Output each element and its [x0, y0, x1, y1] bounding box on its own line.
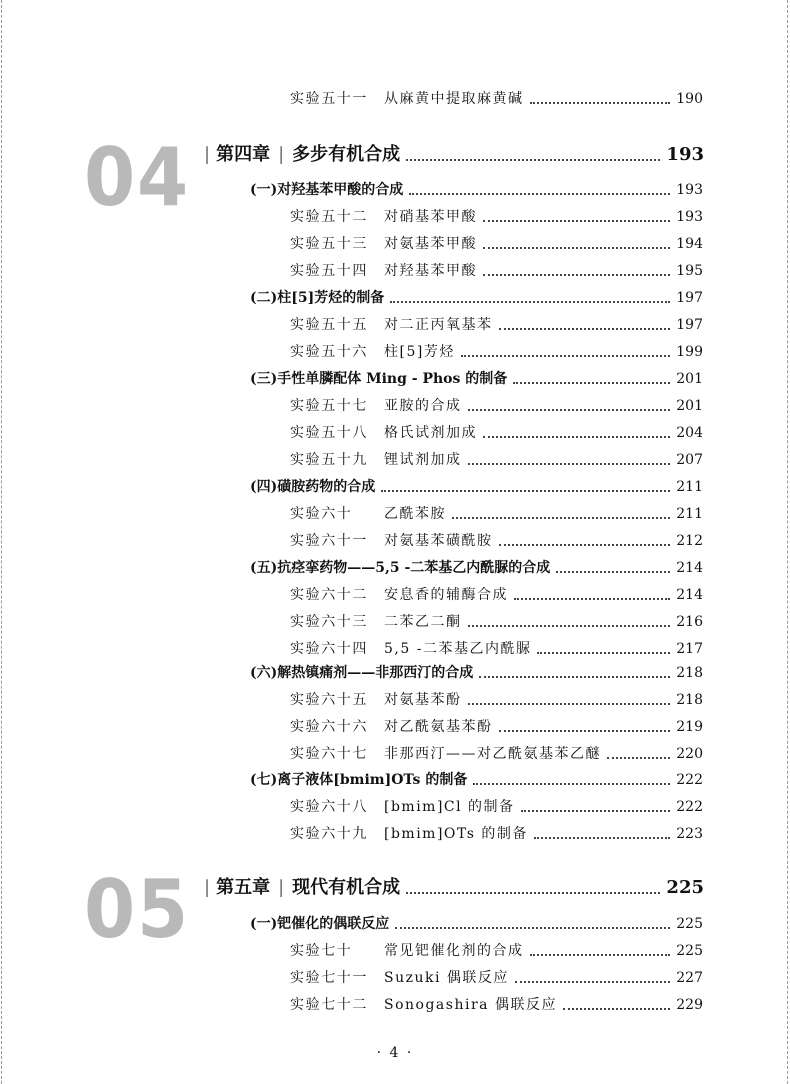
page-ref: 218	[676, 692, 703, 708]
page-ref: 219	[676, 719, 703, 735]
experiment-number: 实验五十七	[290, 398, 368, 414]
dot-leader	[556, 571, 670, 573]
experiment-number: 实验五十四	[290, 263, 368, 279]
experiment-number: 实验六十五	[290, 692, 368, 708]
page-border-right	[787, 0, 788, 1084]
section-title: (三)手性单膦配体 Ming - Phos 的制备	[250, 371, 508, 387]
experiment-number: 实验五十八	[290, 425, 368, 441]
section-title: (五)抗痉挛药物——5,5 -二苯基乙内酰脲的合成	[250, 560, 551, 576]
dot-leader	[483, 274, 670, 276]
experiment-number: 实验七十二	[290, 997, 368, 1013]
toc-experiment-entry[interactable]	[290, 994, 703, 1016]
experiment-number: 实验五十六	[290, 344, 368, 360]
toc-experiment-entry[interactable]	[290, 449, 703, 471]
toc-experiment-entry[interactable]	[290, 638, 703, 660]
toc-experiment-entry[interactable]	[290, 689, 703, 711]
toc-section-entry[interactable]	[250, 179, 703, 201]
dot-leader	[515, 981, 670, 983]
page-ref: 201	[676, 398, 703, 414]
experiment-title: 格氏试剂加成	[384, 425, 477, 441]
page-ref: 218	[676, 665, 703, 681]
experiment-title: 对氨基苯酚	[384, 692, 462, 708]
experiment-number: 实验六十四	[290, 641, 368, 657]
toc-experiment-entry[interactable]	[290, 422, 703, 444]
section-title: (四)磺胺药物的合成	[250, 479, 376, 495]
dot-leader	[409, 193, 670, 195]
page-ref: 207	[676, 452, 703, 468]
page-ref: 212	[676, 533, 703, 549]
dot-leader	[479, 676, 670, 678]
experiment-title: 锂试剂加成	[384, 452, 462, 468]
experiment-number: 实验六十八	[290, 799, 368, 815]
experiment-number: 实验六十二	[290, 587, 368, 603]
toc-experiment-entry[interactable]	[290, 530, 703, 552]
page-ref: 225	[676, 916, 703, 932]
experiment-title: 亚胺的合成	[384, 398, 462, 414]
dot-leader	[395, 927, 670, 929]
dot-leader	[406, 892, 660, 894]
toc-experiment-entry[interactable]	[290, 743, 703, 765]
page-ref: 216	[676, 614, 703, 630]
dot-leader	[381, 490, 670, 492]
page-ref: 223	[676, 826, 703, 842]
dot-leader	[483, 247, 670, 249]
chapter-big-number: 05	[84, 863, 191, 956]
page-ref: 201	[676, 371, 703, 387]
dot-leader	[563, 1008, 670, 1010]
toc-experiment-entry[interactable]	[290, 716, 703, 738]
dot-leader	[499, 328, 671, 330]
toc-experiment-entry[interactable]	[290, 88, 703, 110]
toc-section-entry[interactable]	[250, 476, 703, 498]
page-ref: 197	[676, 290, 703, 306]
chapter-label: 第四章	[216, 144, 271, 165]
experiment-title: 对硝基苯甲酸	[384, 209, 477, 225]
experiment-title: 常见钯催化剂的合成	[384, 943, 524, 959]
experiment-number: 实验五十九	[290, 452, 368, 468]
toc-experiment-entry[interactable]	[290, 206, 703, 228]
dot-leader	[452, 517, 670, 519]
page-ref: 225	[666, 877, 704, 898]
toc-section-entry[interactable]	[250, 287, 703, 309]
toc-chapter-entry[interactable]	[204, 874, 704, 902]
page-ref: 195	[676, 263, 703, 279]
experiment-title: 对乙酰氨基苯酚	[384, 719, 493, 735]
toc-experiment-entry[interactable]	[290, 967, 703, 989]
experiment-title: [bmim]Cl 的制备	[384, 799, 515, 815]
page-ref: 197	[676, 317, 703, 333]
experiment-number: 实验六十六	[290, 719, 368, 735]
toc-section-entry[interactable]	[250, 913, 703, 935]
dot-leader	[521, 810, 671, 812]
page-ref: 214	[676, 587, 703, 603]
experiment-number: 实验五十一	[290, 91, 368, 107]
section-title: (七)离子液体[bmim]OTs 的制备	[250, 772, 468, 788]
toc-experiment-entry[interactable]	[290, 584, 703, 606]
page-ref: 211	[676, 479, 703, 495]
toc-section-entry[interactable]	[250, 368, 703, 390]
experiment-title: 非那西汀——对乙酰氨基苯乙醚	[384, 746, 601, 762]
experiment-number: 实验六十七	[290, 746, 368, 762]
section-title: (二)柱[5]芳烃的制备	[250, 290, 385, 306]
page-ref: 227	[676, 970, 703, 986]
dot-leader	[468, 625, 671, 627]
divider-bar: |	[204, 877, 211, 898]
dot-leader	[530, 954, 671, 956]
page-ref: 193	[676, 209, 703, 225]
divider-bar: |	[278, 877, 285, 898]
toc-experiment-entry[interactable]	[290, 260, 703, 282]
section-title: (一)对羟基苯甲酸的合成	[250, 182, 404, 198]
section-title: (一)钯催化的偶联反应	[250, 916, 390, 932]
section-title: (六)解热镇痛剂——非那西汀的合成	[250, 665, 474, 681]
experiment-title: 对氨基苯甲酸	[384, 236, 477, 252]
dot-leader	[473, 783, 670, 785]
page-ref: 222	[676, 772, 703, 788]
toc-section-entry[interactable]	[250, 769, 703, 791]
chapter-title: 现代有机合成	[292, 877, 401, 898]
dot-leader	[461, 355, 670, 357]
experiment-title: 5,5 -二苯基乙内酰脲	[384, 641, 532, 657]
page-ref: 199	[676, 344, 703, 360]
toc-section-entry[interactable]	[250, 557, 703, 579]
dot-leader	[468, 409, 671, 411]
page-ref: 229	[676, 997, 703, 1013]
dot-leader	[513, 382, 670, 384]
page-border-left	[1, 0, 2, 1084]
page-ref: 211	[676, 506, 703, 522]
toc-experiment-entry[interactable]	[290, 823, 703, 845]
experiment-title: Sonogashira 偶联反应	[384, 997, 557, 1013]
page-ref: 222	[676, 799, 703, 815]
toc-experiment-entry[interactable]	[290, 796, 703, 818]
page-ref: 214	[676, 560, 703, 576]
dot-leader	[537, 652, 670, 654]
experiment-number: 实验七十一	[290, 970, 368, 986]
dot-leader	[607, 757, 670, 759]
page-ref: 225	[676, 943, 703, 959]
toc-chapter-entry[interactable]	[204, 141, 704, 169]
experiment-title: 对羟基苯甲酸	[384, 263, 477, 279]
toc-experiment-entry[interactable]	[290, 341, 703, 363]
experiment-title: 安息香的辅酶合成	[384, 587, 508, 603]
toc-experiment-entry[interactable]	[290, 395, 703, 417]
page-ref: 190	[676, 91, 703, 107]
dot-leader	[499, 544, 671, 546]
divider-bar: |	[278, 144, 285, 165]
toc-experiment-entry[interactable]	[290, 503, 703, 525]
dot-leader	[530, 102, 671, 104]
page-ref: 217	[676, 641, 703, 657]
dot-leader	[468, 703, 671, 705]
dot-leader	[483, 220, 670, 222]
chapter-title: 多步有机合成	[292, 144, 401, 165]
dot-leader	[534, 837, 670, 839]
experiment-title: 乙酰苯胺	[384, 506, 446, 522]
experiment-title: 二苯乙二酮	[384, 614, 462, 630]
dot-leader	[468, 463, 671, 465]
page-ref: 220	[676, 746, 703, 762]
page-number: · 4 ·	[376, 1045, 414, 1061]
chapter-big-number: 04	[84, 131, 191, 224]
experiment-number: 实验五十五	[290, 317, 368, 333]
page-ref: 193	[666, 144, 704, 165]
experiment-number: 实验六十九	[290, 826, 368, 842]
experiment-number: 实验五十三	[290, 236, 368, 252]
experiment-title: 柱[5]芳烃	[384, 344, 455, 360]
experiment-title: Suzuki 偶联反应	[384, 970, 509, 986]
experiment-title: 对二正丙氧基苯	[384, 317, 493, 333]
dot-leader	[406, 159, 660, 161]
toc-experiment-entry[interactable]	[290, 611, 703, 633]
toc-experiment-entry[interactable]	[290, 314, 703, 336]
chapter-label: 第五章	[216, 877, 271, 898]
experiment-title: [bmim]OTs 的制备	[384, 826, 528, 842]
experiment-number: 实验六十三	[290, 614, 368, 630]
experiment-number: 实验六十一	[290, 533, 368, 549]
dot-leader	[514, 598, 670, 600]
experiment-title: 对氨基苯磺酰胺	[384, 533, 493, 549]
experiment-title: 从麻黄中提取麻黄碱	[384, 91, 524, 107]
dot-leader	[390, 301, 670, 303]
page-ref: 193	[676, 182, 703, 198]
dot-leader	[499, 730, 671, 732]
toc-experiment-entry[interactable]	[290, 940, 703, 962]
experiment-number: 实验五十二	[290, 209, 368, 225]
experiment-number: 实验六十	[290, 506, 353, 522]
toc-experiment-entry[interactable]	[290, 233, 703, 255]
dot-leader	[483, 436, 670, 438]
toc-section-entry[interactable]	[250, 662, 703, 684]
page-ref: 204	[676, 425, 703, 441]
page-ref: 194	[676, 236, 703, 252]
experiment-number: 实验七十	[290, 943, 353, 959]
divider-bar: |	[204, 144, 211, 165]
